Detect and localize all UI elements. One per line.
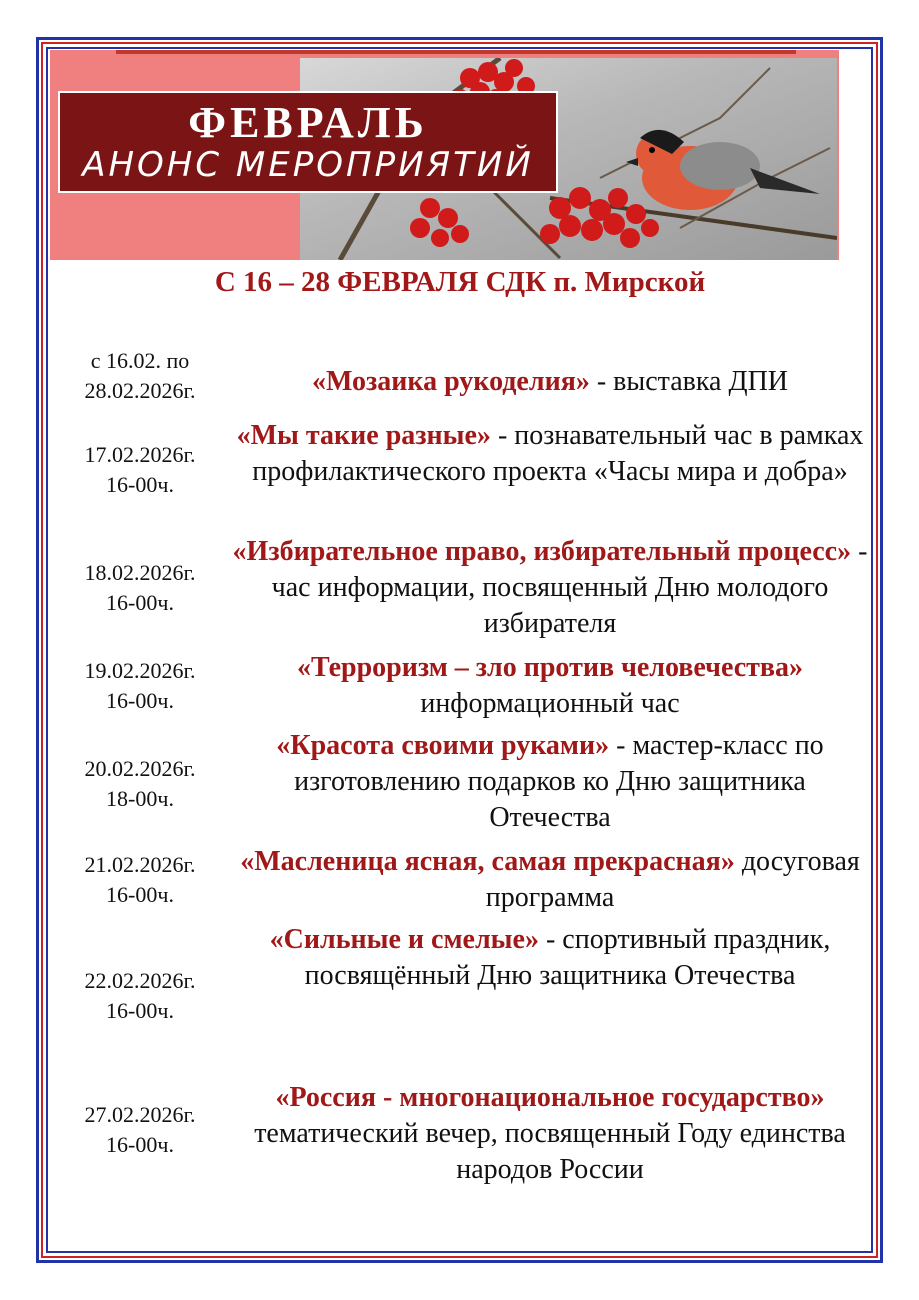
event-title: «Избирательное право, избирательный процесс» xyxy=(232,536,852,567)
event-date: 20.02.2026г. 18-00ч. xyxy=(84,756,196,811)
event-description xyxy=(230,650,870,722)
banner-month-title: ФЕВРАЛЬ xyxy=(188,98,428,147)
event-description xyxy=(230,1080,870,1188)
event-date: 22.02.2026г. 16-00ч. xyxy=(84,968,196,1023)
event-title: «Масленица ясная, самая прекрасная» xyxy=(240,846,735,877)
event-detail: досуговая программа xyxy=(485,846,860,913)
event-date: 27.02.2026г. 16-00ч. xyxy=(84,1102,196,1157)
event-detail: информационный час xyxy=(420,688,680,719)
event-detail: - выставка ДПИ xyxy=(589,366,789,397)
event-title: «Сильные и смелые» xyxy=(269,924,539,955)
event-description xyxy=(230,418,870,490)
event-title: «Мозаика рукоделия» xyxy=(311,366,590,397)
event-title: «Терроризм – зло против человечества» xyxy=(296,652,804,683)
event-title: «Мы такие разные» xyxy=(236,420,491,451)
event-description xyxy=(230,922,870,994)
banner-subtitle: АНОНС МЕРОПРИЯТИЙ xyxy=(82,145,534,185)
event-date: 21.02.2026г. 16-00ч. xyxy=(84,852,196,907)
event-detail: - час информации, посвященный Дню молодого избирателя xyxy=(271,536,868,639)
event-description xyxy=(230,364,870,400)
event-detail: - познавательный час в рамках профилактического проекта «Часы мира и добра» xyxy=(252,420,864,487)
event-description xyxy=(230,534,870,642)
event-date: с 16.02. по 28.02.2026г. xyxy=(84,348,196,403)
event-description xyxy=(230,728,870,836)
event-detail: - спортивный праздник, посвящённый Дню защитника Отечества xyxy=(304,924,831,991)
event-title: «Россия - многонациональное государство» xyxy=(275,1082,825,1113)
banner-top-line xyxy=(116,50,796,54)
event-detail: - мастер-класс по изготовлению подарков ко Дню защитника Отечества xyxy=(294,730,824,833)
event-description xyxy=(230,844,870,916)
header-banner xyxy=(50,50,839,260)
page-heading: С 16 – 28 ФЕВРАЛЯ СДК п. Мирской xyxy=(214,266,706,298)
event-title: «Красота своими руками» xyxy=(276,730,610,761)
event-date: 17.02.2026г. 16-00ч. xyxy=(84,442,196,497)
event-date: 19.02.2026г. 16-00ч. xyxy=(84,658,196,713)
event-detail: тематический вечер, посвященный Году единства народов России xyxy=(254,1118,846,1185)
banner-title-box xyxy=(58,91,558,193)
event-date: 18.02.2026г. 16-00ч. xyxy=(84,560,196,615)
